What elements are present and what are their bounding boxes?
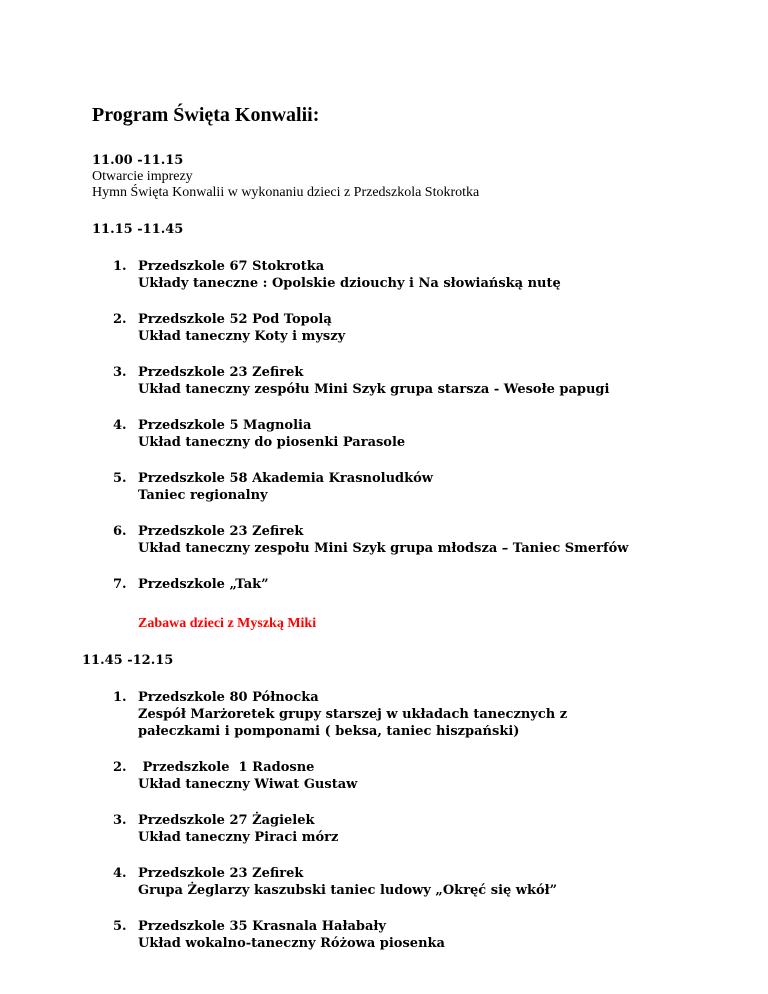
item-description: Układy taneczne : Opolskie dziouchy i Na słowiańską nutę [138,276,561,291]
list-item [92,812,732,846]
performance-list [92,258,732,593]
item-number: 2. [113,760,127,775]
item-number: 7. [113,577,127,592]
item-description: Układ taneczny zespółu Mini Szyk grupa starsza - Wesołe papugi [138,382,610,397]
opening-line: Otwarcie imprezy [92,169,193,184]
performance-list [92,689,732,952]
time-slot: 11.00 -11.15 [92,153,184,168]
item-name: Przedszkole 23 Zefirek [138,866,304,881]
item-number: 6. [113,524,127,539]
list-item [92,523,732,557]
list-item [92,759,732,793]
item-description: Układ taneczny do piosenki Parasole [138,435,406,450]
item-description: Układ taneczny zespołu Mini Szyk grupa młodsza – Taniec Smerfów [138,541,629,556]
item-description: Grupa Żeglarzy kaszubski taniec ludowy „Okręć się wkół” [138,883,558,898]
list-item [92,364,732,398]
time-slot: 11.15 -11.45 [92,222,184,237]
list-item [92,865,732,899]
item-name: Przedszkole 35 Krasnala Hałabały [138,919,386,934]
item-number: 3. [113,365,127,380]
item-name: Przedszkole 67 Stokrotka [138,259,325,274]
page-title: Program Święta Konwalii: [92,104,320,126]
item-number: 4. [113,418,127,433]
item-name: Przedszkole 58 Akademia Krasnoludków [138,471,433,486]
item-description: Taniec regionalny [138,488,268,503]
item-name: Przedszkole 23 Zefirek [138,524,304,539]
section-performances-2 [82,652,732,952]
item-description-continued: pałeczkami i pomponami ( beksa, taniec hiszpański) [138,724,520,739]
list-item [92,311,732,345]
item-number: 1. [113,690,127,705]
item-name: Przedszkole 52 Pod Topolą [138,312,332,327]
item-number: 2. [113,312,127,327]
list-item [92,689,732,740]
item-name: Przedszkole 80 Północka [138,690,319,705]
list-item [92,470,732,504]
item-number: 1. [113,259,127,274]
item-name: Przedszkole 27 Żagielek [138,813,315,828]
item-name: Przedszkole „Tak” [138,577,269,592]
document-page [82,102,732,971]
anthem-line: Hymn Święta Konwalii w wykonaniu dzieci z Przedszkola Stokrotka [92,185,480,200]
list-item [92,417,732,451]
item-name: Przedszkole 1 Radosne [138,760,315,775]
section-performances-1 [92,221,732,632]
section-opening [92,152,732,201]
item-description: Układ taneczny Wiwat Gustaw [138,777,358,792]
item-description: Układ wokalno-taneczny Różowa piosenka [138,936,445,951]
item-name: Przedszkole 23 Zefirek [138,365,304,380]
item-number: 5. [113,471,127,486]
item-number: 5. [113,919,127,934]
item-description: Zespół Marżoretek grupy starszej w układach tanecznych z [138,707,568,722]
item-name: Przedszkole 5 Magnolia [138,418,312,433]
item-number: 3. [113,813,127,828]
list-item [92,918,732,952]
item-number: 4. [113,866,127,881]
item-description: Układ taneczny Piraci mórz [138,830,339,845]
item-description: Układ taneczny Koty i myszy [138,329,346,344]
highlight-activity: Zabawa dzieci z Myszką Miki [138,616,317,631]
list-item [92,576,732,593]
time-slot: 11.45 -12.15 [82,653,174,668]
list-item [92,258,732,292]
